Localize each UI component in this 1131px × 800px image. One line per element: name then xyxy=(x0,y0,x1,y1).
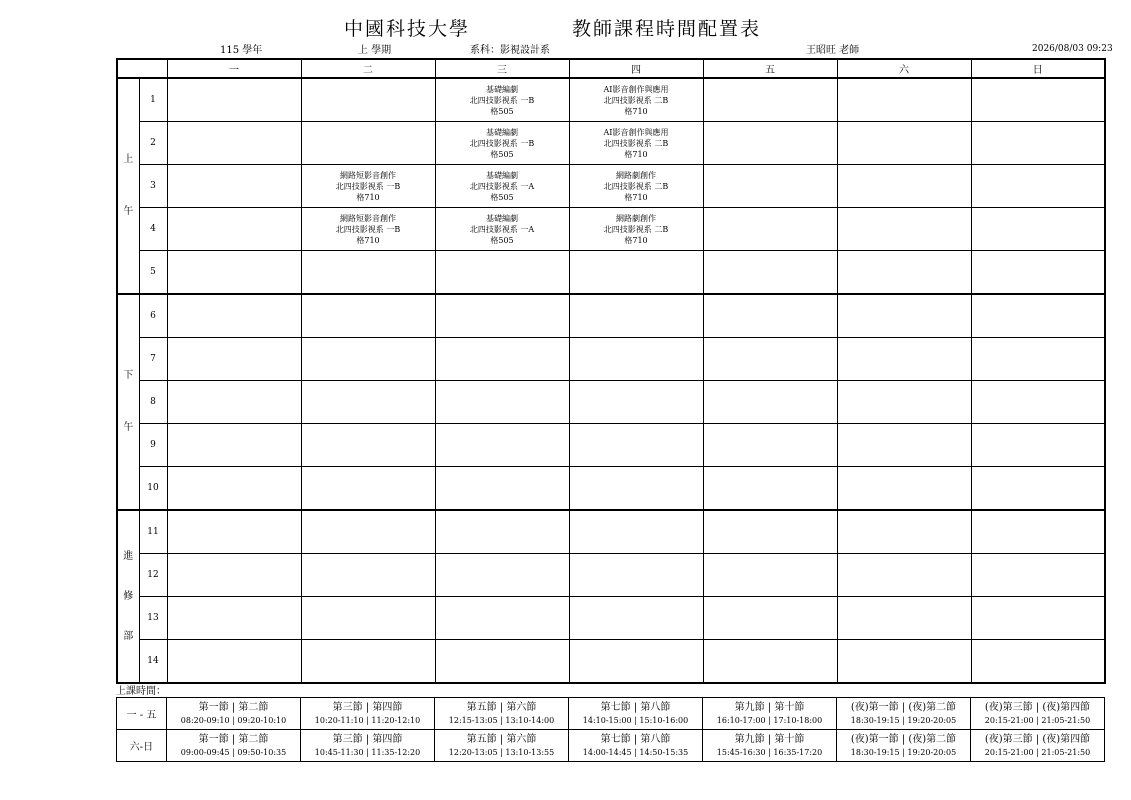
empty-cell xyxy=(167,381,301,424)
course-class: 北四技影視系 二B xyxy=(603,95,669,105)
empty-cell xyxy=(301,640,435,684)
slot-names: (夜)第三節 | (夜)第四節 xyxy=(984,702,1091,713)
slot-names: 第三節 | 第四節 xyxy=(332,734,403,745)
course-class: 北四技影視系 二B xyxy=(603,138,669,148)
empty-cell xyxy=(971,208,1105,251)
course-name: 網路短影音創作 xyxy=(340,213,396,223)
empty-cell xyxy=(301,510,435,554)
period-row xyxy=(117,251,1105,295)
empty-cell xyxy=(569,294,703,338)
empty-cell xyxy=(837,640,971,684)
period-number: 5 xyxy=(139,251,167,295)
empty-cell xyxy=(167,510,301,554)
course-room: 格505 xyxy=(490,192,514,202)
course-room: 格505 xyxy=(490,149,514,159)
course-cell xyxy=(435,165,569,208)
slot-names: (夜)第一節 | (夜)第二節 xyxy=(850,702,957,713)
department: 系科：影視設計系 xyxy=(470,45,550,56)
period-number: 6 xyxy=(139,294,167,338)
section-char: 修 xyxy=(123,590,134,602)
empty-cell xyxy=(435,554,569,597)
day-group-label: 一 - 五 xyxy=(117,698,167,730)
course-cell xyxy=(435,78,569,122)
empty-cell xyxy=(569,424,703,467)
empty-cell xyxy=(167,294,301,338)
period-number: 10 xyxy=(139,467,167,511)
empty-cell xyxy=(703,294,837,338)
empty-cell xyxy=(435,640,569,684)
period-row xyxy=(117,640,1105,684)
course-name: 網路劇創作 xyxy=(616,213,656,223)
course-class: 北四技影視系 一B xyxy=(469,95,535,105)
empty-cell xyxy=(971,251,1105,295)
empty-cell xyxy=(167,640,301,684)
empty-cell xyxy=(837,467,971,511)
empty-cell xyxy=(435,597,569,640)
empty-cell xyxy=(703,640,837,684)
slot-hours: 14:00-14:45 | 14:50-15:35 xyxy=(582,748,689,757)
slot-names: 第一節 | 第二節 xyxy=(198,702,269,713)
empty-cell xyxy=(971,381,1105,424)
course-name: AI影音創作與應用 xyxy=(603,84,669,94)
empty-cell xyxy=(301,294,435,338)
slot-names: 第五節 | 第六節 xyxy=(466,702,537,713)
course-room: 格710 xyxy=(624,149,648,159)
corner-cell xyxy=(117,59,167,78)
time-slot xyxy=(971,730,1105,762)
course-cell xyxy=(569,78,703,122)
slot-names: 第一節 | 第二節 xyxy=(198,734,269,745)
empty-cell xyxy=(167,251,301,295)
course-name: AI影音創作與應用 xyxy=(603,127,669,137)
section-char: 上 xyxy=(123,154,134,165)
timetable-body xyxy=(117,78,1105,683)
empty-cell xyxy=(971,467,1105,511)
empty-cell xyxy=(971,165,1105,208)
period-row xyxy=(117,294,1105,338)
empty-cell xyxy=(569,381,703,424)
period-number: 7 xyxy=(139,338,167,381)
day-header: 五 xyxy=(703,59,837,78)
slot-names: 第五節 | 第六節 xyxy=(466,734,537,745)
empty-cell xyxy=(435,338,569,381)
empty-cell xyxy=(167,424,301,467)
empty-cell xyxy=(971,554,1105,597)
slot-names: 第七節 | 第八節 xyxy=(600,734,671,745)
time-slot xyxy=(301,698,435,730)
course-cell xyxy=(569,165,703,208)
slot-hours: 16:10-17:00 | 17:10-18:00 xyxy=(716,716,823,725)
period-number: 12 xyxy=(139,554,167,597)
slot-names: 第九節 | 第十節 xyxy=(734,702,805,713)
course-class: 北四技影視系 一B xyxy=(335,181,401,191)
time-slot xyxy=(971,698,1105,730)
course-cell xyxy=(435,122,569,165)
empty-cell xyxy=(703,424,837,467)
empty-cell xyxy=(971,597,1105,640)
empty-cell xyxy=(703,122,837,165)
period-row xyxy=(117,165,1105,208)
empty-cell xyxy=(569,467,703,511)
course-name: 基礎編劇 xyxy=(486,127,518,137)
period-row xyxy=(117,597,1105,640)
day-group-label: 六-日 xyxy=(117,730,167,762)
academic-year: 115 學年 xyxy=(220,45,263,56)
empty-cell xyxy=(167,122,301,165)
empty-cell xyxy=(167,208,301,251)
period-row xyxy=(117,554,1105,597)
empty-cell xyxy=(837,554,971,597)
day-header: 四 xyxy=(569,59,703,78)
empty-cell xyxy=(971,424,1105,467)
empty-cell xyxy=(167,597,301,640)
empty-cell xyxy=(569,640,703,684)
course-cell xyxy=(301,208,435,251)
period-row xyxy=(117,467,1105,511)
section-label xyxy=(117,510,139,683)
empty-cell xyxy=(703,251,837,295)
section-char: 進 xyxy=(123,550,134,562)
empty-cell xyxy=(703,78,837,122)
empty-cell xyxy=(971,510,1105,554)
empty-cell xyxy=(837,78,971,122)
empty-cell xyxy=(435,294,569,338)
period-row xyxy=(117,78,1105,122)
period-row xyxy=(117,122,1105,165)
time-slot xyxy=(167,698,301,730)
weekend-times-row xyxy=(117,730,1105,762)
form-title: 教師課程時間配置表 xyxy=(572,18,762,40)
period-row xyxy=(117,510,1105,554)
period-number: 1 xyxy=(139,78,167,122)
slot-hours: 08:20-09:10 | 09:20-10:10 xyxy=(180,716,287,725)
course-room: 格505 xyxy=(490,235,514,245)
empty-cell xyxy=(301,467,435,511)
empty-cell xyxy=(301,597,435,640)
empty-cell xyxy=(703,554,837,597)
empty-cell xyxy=(435,424,569,467)
empty-cell xyxy=(167,165,301,208)
course-room: 格710 xyxy=(624,235,648,245)
empty-cell xyxy=(301,122,435,165)
empty-cell xyxy=(837,424,971,467)
course-room: 格710 xyxy=(624,192,648,202)
course-class: 北四技影視系 一B xyxy=(335,224,401,234)
section-char: 部 xyxy=(123,630,134,642)
time-slot xyxy=(167,730,301,762)
period-number: 11 xyxy=(139,510,167,554)
course-class: 北四技影視系 一B xyxy=(469,138,535,148)
empty-cell xyxy=(301,251,435,295)
empty-cell xyxy=(301,78,435,122)
time-slot xyxy=(435,730,569,762)
period-row xyxy=(117,424,1105,467)
period-row xyxy=(117,338,1105,381)
empty-cell xyxy=(569,554,703,597)
empty-cell xyxy=(837,251,971,295)
section-label xyxy=(117,294,139,510)
empty-cell xyxy=(435,467,569,511)
empty-cell xyxy=(301,338,435,381)
empty-cell xyxy=(167,467,301,511)
empty-cell xyxy=(837,122,971,165)
section-label xyxy=(117,78,139,294)
empty-cell xyxy=(435,251,569,295)
time-slot xyxy=(837,730,971,762)
course-class: 北四技影視系 二B xyxy=(603,224,669,234)
empty-cell xyxy=(301,554,435,597)
print-timestamp: 2026/08/03 09:23 xyxy=(1032,44,1113,54)
slot-hours: 18:30-19:15 | 19:20-20:05 xyxy=(850,716,957,725)
empty-cell xyxy=(703,510,837,554)
time-slot xyxy=(435,698,569,730)
empty-cell xyxy=(569,597,703,640)
period-row xyxy=(117,208,1105,251)
course-room: 格710 xyxy=(624,106,648,116)
period-row xyxy=(117,381,1105,424)
class-times-label: 上課時間： xyxy=(116,686,166,697)
timetable xyxy=(116,58,1106,684)
time-slot xyxy=(703,730,837,762)
empty-cell xyxy=(971,78,1105,122)
empty-cell xyxy=(837,294,971,338)
empty-cell xyxy=(971,294,1105,338)
day-header: 三 xyxy=(435,59,569,78)
empty-cell xyxy=(971,122,1105,165)
class-times-body xyxy=(117,698,1105,762)
period-number: 3 xyxy=(139,165,167,208)
slot-names: 第七節 | 第八節 xyxy=(600,702,671,713)
day-header: 二 xyxy=(301,59,435,78)
period-number: 4 xyxy=(139,208,167,251)
course-cell xyxy=(569,122,703,165)
course-cell xyxy=(435,208,569,251)
empty-cell xyxy=(837,510,971,554)
slot-hours: 09:00-09:45 | 09:50-10:35 xyxy=(180,748,287,757)
section-char: 午 xyxy=(123,422,134,433)
course-room: 格710 xyxy=(356,192,380,202)
slot-names: (夜)第三節 | (夜)第四節 xyxy=(984,734,1091,745)
semester: 上 學期 xyxy=(358,45,392,56)
empty-cell xyxy=(703,338,837,381)
course-class: 北四技影視系 一A xyxy=(469,224,535,234)
slot-hours: 18:30-19:15 | 19:20-20:05 xyxy=(850,748,957,757)
course-name: 網路短影音創作 xyxy=(340,170,396,180)
slot-hours: 20:15-21:00 | 21:05-21:50 xyxy=(984,716,1091,725)
slot-hours: 12:20-13:05 | 13:10-13:55 xyxy=(448,748,555,757)
time-slot xyxy=(569,730,703,762)
empty-cell xyxy=(435,381,569,424)
empty-cell xyxy=(837,165,971,208)
empty-cell xyxy=(837,338,971,381)
day-header-row xyxy=(117,59,1105,78)
empty-cell xyxy=(569,510,703,554)
time-slot xyxy=(301,730,435,762)
slot-hours: 15:45-16:30 | 16:35-17:20 xyxy=(716,748,823,757)
slot-hours: 10:20-11:10 | 11:20-12:10 xyxy=(314,716,421,725)
period-number: 13 xyxy=(139,597,167,640)
time-slot xyxy=(837,698,971,730)
empty-cell xyxy=(301,424,435,467)
weekday-times-row xyxy=(117,698,1105,730)
period-number: 9 xyxy=(139,424,167,467)
section-char: 午 xyxy=(123,206,134,217)
slot-hours: 10:45-11:30 | 11:35-12:20 xyxy=(314,748,421,757)
time-slot xyxy=(703,698,837,730)
slot-names: 第九節 | 第十節 xyxy=(734,734,805,745)
period-number: 8 xyxy=(139,381,167,424)
course-room: 格505 xyxy=(490,106,514,116)
course-room: 格710 xyxy=(356,235,380,245)
empty-cell xyxy=(569,251,703,295)
empty-cell xyxy=(301,381,435,424)
slot-hours: 20:15-21:00 | 21:05-21:50 xyxy=(984,748,1091,757)
empty-cell xyxy=(971,640,1105,684)
period-number: 2 xyxy=(139,122,167,165)
course-name: 基礎編劇 xyxy=(486,170,518,180)
period-number: 14 xyxy=(139,640,167,684)
empty-cell xyxy=(703,165,837,208)
course-cell xyxy=(301,165,435,208)
empty-cell xyxy=(569,338,703,381)
slot-hours: 14:10-15:00 | 15:10-16:00 xyxy=(582,716,689,725)
empty-cell xyxy=(703,597,837,640)
day-header: 六 xyxy=(837,59,971,78)
course-name: 基礎編劇 xyxy=(486,213,518,223)
course-name: 網路劇創作 xyxy=(616,170,656,180)
class-times-table xyxy=(116,697,1105,762)
day-header: 日 xyxy=(971,59,1105,78)
empty-cell xyxy=(167,338,301,381)
course-class: 北四技影視系 一A xyxy=(469,181,535,191)
empty-cell xyxy=(703,208,837,251)
time-slot xyxy=(569,698,703,730)
empty-cell xyxy=(435,510,569,554)
course-cell xyxy=(569,208,703,251)
empty-cell xyxy=(971,338,1105,381)
empty-cell xyxy=(703,467,837,511)
empty-cell xyxy=(837,208,971,251)
empty-cell xyxy=(167,78,301,122)
empty-cell xyxy=(703,381,837,424)
slot-names: 第三節 | 第四節 xyxy=(332,702,403,713)
slot-hours: 12:15-13:05 | 13:10-14:00 xyxy=(448,716,555,725)
course-class: 北四技影視系 二B xyxy=(603,181,669,191)
course-name: 基礎編劇 xyxy=(486,84,518,94)
empty-cell xyxy=(837,381,971,424)
day-header: 一 xyxy=(167,59,301,78)
empty-cell xyxy=(167,554,301,597)
slot-names: (夜)第一節 | (夜)第二節 xyxy=(850,734,957,745)
school-title: 中國科技大學 xyxy=(344,18,471,40)
empty-cell xyxy=(837,597,971,640)
section-char: 下 xyxy=(123,370,134,381)
teacher-name: 王昭旺 老師 xyxy=(806,45,860,56)
